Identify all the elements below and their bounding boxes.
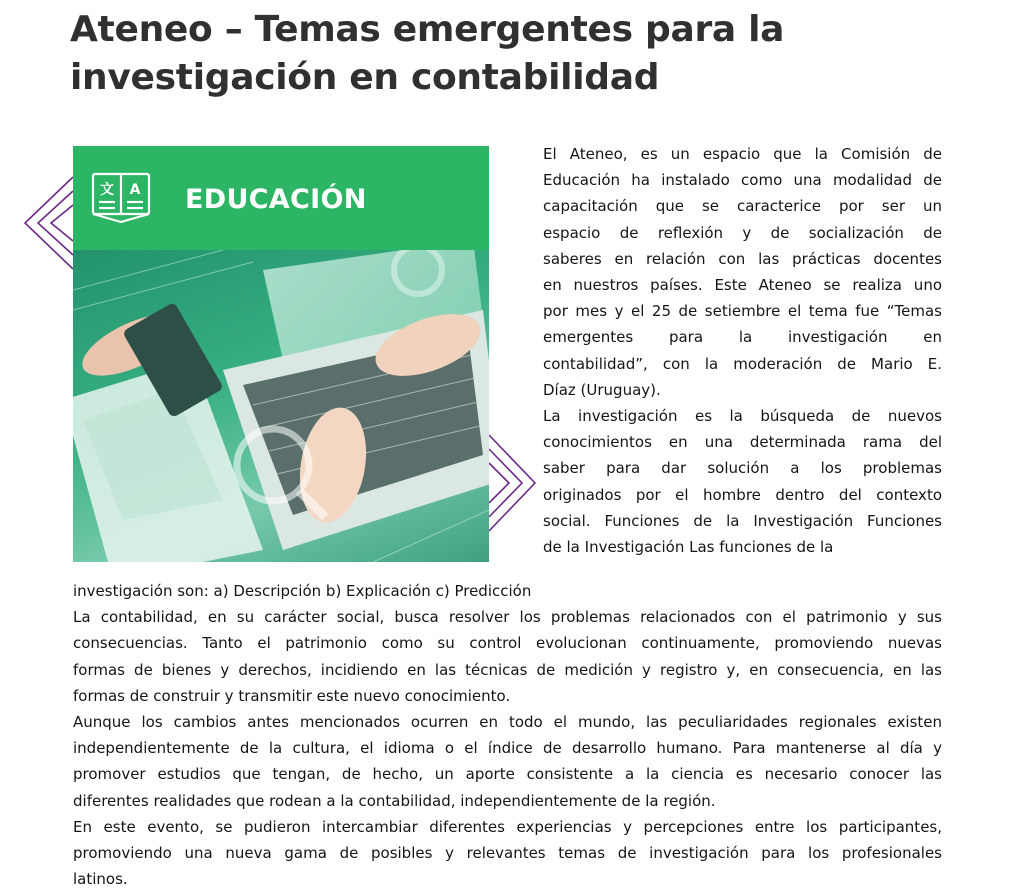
text-line: contabilidad”, con la moderación de Mario E.: [543, 354, 942, 373]
text-line: promoviendo una nueva gama de posibles y relevantes temas de investigación para los profesionales: [73, 844, 942, 863]
text-line: formas de construir y transmitir este nuevo conocimiento.: [73, 686, 511, 705]
text-line: Educación ha instalado como una modalidad de: [543, 171, 942, 190]
article-title-line: investigación en contabilidad: [70, 57, 660, 98]
chevron-left-outer: [25, 177, 73, 269]
text-line: en nuestros países. Este Ateneo se realiza uno: [543, 276, 942, 295]
svg-text:文: 文: [100, 182, 114, 198]
chevron-right-inner: [489, 463, 509, 503]
text-line: formas de bienes y derechos, incidiendo en las técnicas de medición y registro y, en consecuencia, en las: [73, 660, 942, 679]
laptop-photo: [73, 250, 489, 562]
text-line: espacio de reflexión y de socialización de: [543, 223, 942, 242]
laptop-illustration: [73, 250, 489, 562]
chevron-left-inner: [51, 205, 73, 241]
text-line: promover estudios que tengan, de hecho, un aporte consistente a la ciencia es necesario conocer las: [73, 765, 942, 784]
chevron-right-group: [489, 435, 535, 531]
chevron-right-middle: [489, 449, 522, 517]
article-title-line: Ateneo – Temas emergentes para la: [70, 9, 785, 50]
intro-paragraph: [543, 141, 942, 560]
text-line: saberes en relación con las prácticas docentes: [543, 249, 942, 268]
text-line: La investigación es la búsqueda de nuevos: [543, 407, 942, 426]
text-line: conocimientos en una determinada rama del: [543, 433, 942, 452]
book-translate-icon: [87, 168, 155, 228]
text-line: En este evento, se pudieron intercambiar diferentes experiencias y percepciones entre los participantes,: [73, 817, 942, 836]
article-title: [70, 6, 970, 102]
text-line: capacitación que se caracterice por ser un: [543, 197, 942, 216]
text-line: La contabilidad, en su carácter social, busca resolver los problemas relacionados con el patrimonio y sus: [73, 608, 942, 627]
chevron-right-outer: [489, 435, 535, 531]
text-line: diferentes realidades que rodean a la contabilidad, independientemente de la región.: [73, 791, 716, 810]
chevron-left-middle: [38, 191, 73, 255]
text-line: consecuencias. Tanto el patrimonio como su control evolucionan continuamente, promoviendo nuevas: [73, 634, 942, 653]
svg-text:A: A: [129, 182, 141, 198]
text-line: de la Investigación Las funciones de la: [543, 538, 834, 557]
text-line: emergentes para la investigación en: [543, 328, 942, 347]
text-line: Díaz (Uruguay).: [543, 380, 661, 399]
text-line: social. Funciones de la Investigación Funciones: [543, 511, 942, 530]
category-banner: [73, 146, 489, 250]
text-line: por mes y el 25 de setiembre el tema fue “Temas: [543, 302, 942, 321]
body-paragraphs: [73, 578, 942, 892]
banner-label: EDUCACIÓN: [185, 184, 367, 215]
text-line: saber para dar solución a los problemas: [543, 459, 942, 478]
text-line: El Ateneo, es un espacio que la Comisión de: [543, 145, 942, 163]
text-line: independientemente de la cultura, el idioma o el índice de desarrollo humano. Para mantenerse al día y: [73, 739, 942, 758]
chevron-left-group: [25, 177, 73, 269]
text-line: latinos.: [73, 870, 128, 889]
text-line: Aunque los cambios antes mencionados ocurren en todo el mundo, las peculiaridades regionales existen: [73, 713, 942, 732]
text-line: originados por el hombre dentro del contexto: [543, 485, 942, 504]
text-line: investigación son: a) Descripción b) Explicación c) Predicción: [73, 582, 532, 600]
